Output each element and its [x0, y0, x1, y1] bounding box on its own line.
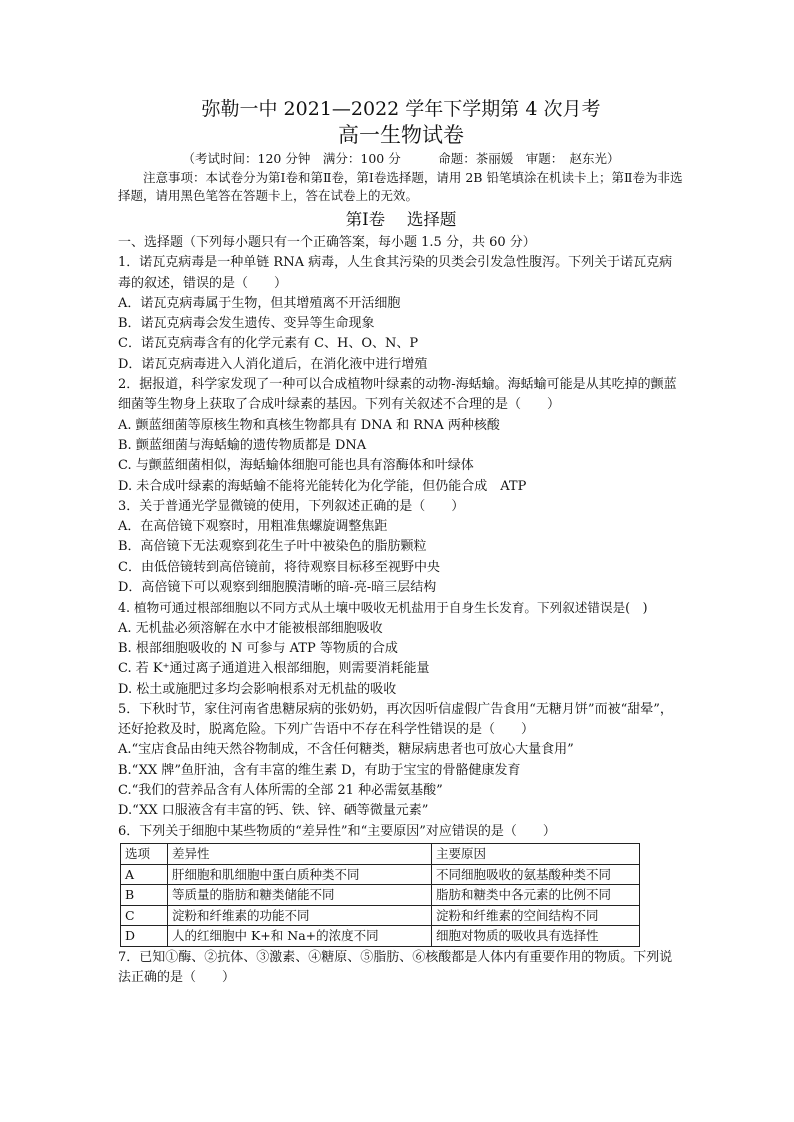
question-1-option-c: C．诺瓦克病毒含有的化学元素有 C、H、O、N、P: [118, 336, 419, 352]
question-5-option-c: C.“我们的营养品含有人体所需的全部 21 种必需氨基酸”: [118, 783, 443, 799]
question-2-option-b: B. 颤蓝细菌与海蛞蝓的遗传物质都是 DNA: [118, 437, 367, 453]
question-4-option-d: D. 松土或施肥过多均会影响根系对无机盐的吸收: [118, 681, 397, 697]
question-2-stem: 2．据报道，科学家发现了一种可以合成植物叶绿素的动物-海蛞蝓。海蛞蝓可能是从其吃掉的颤蓝细菌等生物身上获取了合成叶绿素的基因。下列有关叙述不合理的是（ ）: [118, 377, 677, 413]
exam-title: 弥勒一中 2021—2022 学年下学期第 4 次月考: [201, 98, 601, 120]
question-5-option-d: D.“XX 口服液含有丰富的钙、铁、锌、硒等微量元素”: [118, 803, 429, 819]
question-5-option-b: B.“XX 牌”鱼肝油，含有丰富的维生素 D，有助于宝宝的骨骼健康发育: [118, 762, 521, 778]
part-intro: 一、选择题（下列每小题只有一个正确答案，每小题 1.5 分，共 60 分）: [118, 235, 536, 250]
question-3-stem: 3．关于普通光学显微镜的使用，下列叙述正确的是（ ）: [118, 498, 465, 514]
exam-page: [118, 96, 684, 988]
question-1-option-b: B．诺瓦克病毒会发生遗传、变异等生命现象: [118, 316, 375, 332]
table-row: [121, 926, 640, 947]
table-header-cell: 选项: [121, 843, 168, 864]
question-6-table: [120, 843, 640, 947]
table-cell: C: [121, 905, 168, 926]
question-3-option-c: C．由低倍镜转到高倍镜前，将待观察目标移至视野中央: [118, 559, 440, 575]
table-row: [121, 885, 640, 906]
exam-subtitle: 高一生物试卷: [338, 123, 464, 147]
table-cell: 脂肪和糖类中各元素的比例不同: [432, 885, 640, 906]
table-cell: 人的红细胞中 K+和 Na+的浓度不同: [168, 926, 432, 947]
question-2-option-a: A. 颤蓝细菌等原核生物和真核生物都具有 DNA 和 RNA 两种核酸: [118, 417, 500, 433]
table-cell: 细胞对物质的吸收具有选择性: [432, 926, 640, 947]
table-cell: 淀粉和纤维素的功能不同: [168, 905, 432, 926]
table-header-cell: 主要原因: [432, 843, 640, 864]
question-1-stem: 1．诺瓦克病毒是一种单链 RNA 病毒，人生食其污染的贝类会引发急性腹泻。下列关于诺瓦克病毒的叙述，错误的是（ ）: [118, 255, 673, 291]
table-cell: D: [121, 926, 168, 947]
table-cell: 肝细胞和肌细胞中蛋白质种类不同: [168, 864, 432, 885]
question-4-stem: 4. 植物可通过根部细胞以不同方式从土壤中吸收无机盐用于自身生长发育。下列叙述错误是( ): [118, 600, 648, 616]
question-7-stem: 7．已知①酶、②抗体、③激素、④糖原、⑤脂肪、⑥核酸都是人体内有重要作用的物质。下列说法正确的是（ ）: [118, 949, 673, 986]
question-5-stem: 5．下秋时节，家住河南省患糖尿病的张奶奶，再次因听信虚假广告食用“无糖月饼”而被“甜晕”，还好抢救及时，脱离危险。下列广告语中不存在科学性错误的是（ ）: [118, 701, 673, 738]
question-6-stem: 6．下列关于细胞中某些物质的“差异性”和“主要原因”对应错误的是（ ）: [118, 823, 556, 839]
table-header-cell: 差异性: [168, 843, 432, 864]
question-3-option-d: D．高倍镜下可以观察到细胞膜清晰的暗-亮-暗三层结构: [118, 580, 437, 596]
question-2-option-c: C. 与颤蓝细菌相似，海蛞蝓体细胞可能也具有溶酶体和叶绿体: [118, 458, 474, 474]
section-title: 第Ⅰ卷 选择题: [345, 210, 457, 229]
question-2-option-d: D. 未合成叶绿素的海蛞蝓不能将光能转化为化学能，但仍能合成 ATP: [118, 478, 527, 494]
table-cell: B: [121, 885, 168, 906]
question-3-option-b: B．高倍镜下无法观察到花生子叶中被染色的脂肪颗粒: [118, 539, 427, 555]
question-3-option-a: A．在高倍镜下观察时，用粗准焦螺旋调整焦距: [118, 519, 388, 535]
question-5-option-a: A.“宝店食品由纯天然谷物制成，不含任何糖类，糖尿病患者也可放心大量食用”: [118, 742, 574, 758]
table-cell: 等质量的脂肪和糖类储能不同: [168, 885, 432, 906]
table-header-row: [121, 843, 640, 864]
table-cell: 淀粉和纤维素的空间结构不同: [432, 905, 640, 926]
table-row: [121, 905, 640, 926]
question-4-option-b: B. 根部细胞吸收的 N 可参与 ATP 等物质的合成: [118, 640, 398, 656]
question-4-option-a: A. 无机盐必须溶解在水中才能被根部细胞吸收: [118, 620, 383, 636]
question-1-option-d: D．诺瓦克病毒进入人消化道后，在消化液中进行增殖: [118, 356, 428, 372]
exam-meta: （考试时间：120 分钟 满分：100 分 命题：茶丽媛 审题： 赵东光）: [182, 151, 620, 166]
table-cell: 不同细胞吸收的氨基酸种类不同: [432, 864, 640, 885]
table-row: [121, 864, 640, 885]
question-4-option-c: C. 若 K⁺通过离子通道进入根部细胞，则需要消耗能量: [118, 661, 430, 677]
question-1-option-a: A．诺瓦克病毒属于生物，但其增殖离不开活细胞: [118, 295, 401, 311]
exam-notice: 注意事项：本试卷分为第Ⅰ卷和第Ⅱ卷，第Ⅰ卷选择题，请用 2B 铅笔填涂在机读卡上；第Ⅱ卷为非选择题，请用黑色笔答在答题卡上，答在试卷上的无效。: [118, 170, 683, 203]
table-cell: A: [121, 864, 168, 885]
